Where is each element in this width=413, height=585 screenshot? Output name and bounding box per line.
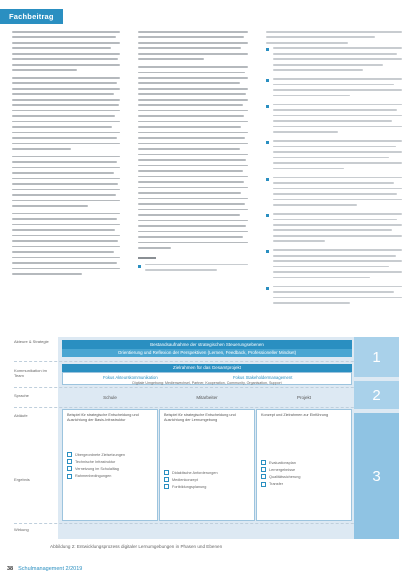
reference-item <box>266 47 402 74</box>
section-tag: Fachbeitrag <box>0 9 63 24</box>
checklist <box>164 470 218 492</box>
phase-subtitle: Digitale Umgebung: Medienwechsel, Partner, Kooperation, Community, Organisation, Support <box>132 380 282 385</box>
checklist-item: Transfer <box>261 482 300 487</box>
checklist-item: Didaktische Anforderungen <box>164 470 218 475</box>
row-label: Kommunikation im Team <box>14 368 47 378</box>
reference-item <box>266 78 402 100</box>
page-number: 38 <box>7 566 14 572</box>
stage-number: 1 <box>354 337 399 377</box>
checklist-item: Technische Infrastruktur <box>67 459 125 464</box>
stage-number: 2 <box>354 381 399 409</box>
checklist-item: Evaluationsplan <box>261 460 300 465</box>
column-box-school <box>62 409 158 521</box>
stage-column <box>354 337 399 539</box>
reference-item <box>266 249 402 282</box>
reference-item <box>266 177 402 210</box>
reference-item <box>266 104 402 137</box>
column-heading: Mitarbeiter <box>196 395 218 400</box>
checklist-item: Vernetzung im Schulalltag <box>67 466 125 471</box>
checklist-item: Fortbildungsplanung <box>164 484 218 489</box>
phase-item: Fokus Akteurskommunikation <box>103 375 158 380</box>
phase-box <box>62 372 352 385</box>
figure-caption: Abbildung 2: Entwicklungsprozess digitaler Lernumgebungen in Phasen und Ebenen <box>50 544 223 549</box>
process-figure <box>14 337 399 539</box>
checklist-item: Qualitätssicherung <box>261 474 300 479</box>
box-text: Konzept und Zielrahmen zur Einführung <box>261 413 329 417</box>
text-column-2 <box>138 31 248 278</box>
checklist-item: Lernergebnisse <box>261 467 300 472</box>
references-column <box>266 31 402 311</box>
column-box-staff <box>159 409 255 521</box>
reference-item <box>266 140 402 173</box>
row-label: Sprache <box>14 393 29 398</box>
column-heading: Schule <box>103 395 117 400</box>
stage-number: 3 <box>354 413 399 539</box>
checklist-item: Übergeordnete Zielsetzungen <box>67 452 125 457</box>
box-text: Beispiel für strategische Entscheidung und Ausrichtung der Lernumgebung <box>164 413 236 422</box>
checklist <box>261 460 300 489</box>
journal-name: Schulmanagement 2/2019 <box>18 566 83 572</box>
phase-item: Fokus Stakeholdermanagement <box>233 375 293 380</box>
figure-banner: Bestandsaufnahme der strategischen Steuerungsebenen <box>62 340 352 349</box>
box-text: Beispiel für strategische Entscheidung und Ausrichtung der Basis-Infrastruktur <box>67 413 139 422</box>
figure-banner: Orientierung und Reflexion der Perspektiven (Lernen, Feedback, Professioneller Mindset) <box>62 349 352 357</box>
column-box-project <box>256 409 352 521</box>
text-column-1 <box>12 31 120 279</box>
checklist <box>67 452 125 481</box>
row-label: Ergebnis <box>14 477 30 482</box>
page-footer <box>7 566 82 572</box>
reference-item <box>266 213 402 246</box>
row-label: Wirkung <box>14 527 29 532</box>
row-label: Akteure & Strategie <box>14 339 49 344</box>
checklist-item: Medienkonzept <box>164 477 218 482</box>
checklist-item: Rahmenbedingungen <box>67 474 125 479</box>
row-label: Abläufe <box>14 413 28 418</box>
reference-heading <box>138 257 156 259</box>
phase-banner: Zielrahmen für das Gesamtprojekt <box>62 364 352 372</box>
column-heading: Projekt <box>296 395 311 400</box>
reference-item <box>266 286 402 308</box>
